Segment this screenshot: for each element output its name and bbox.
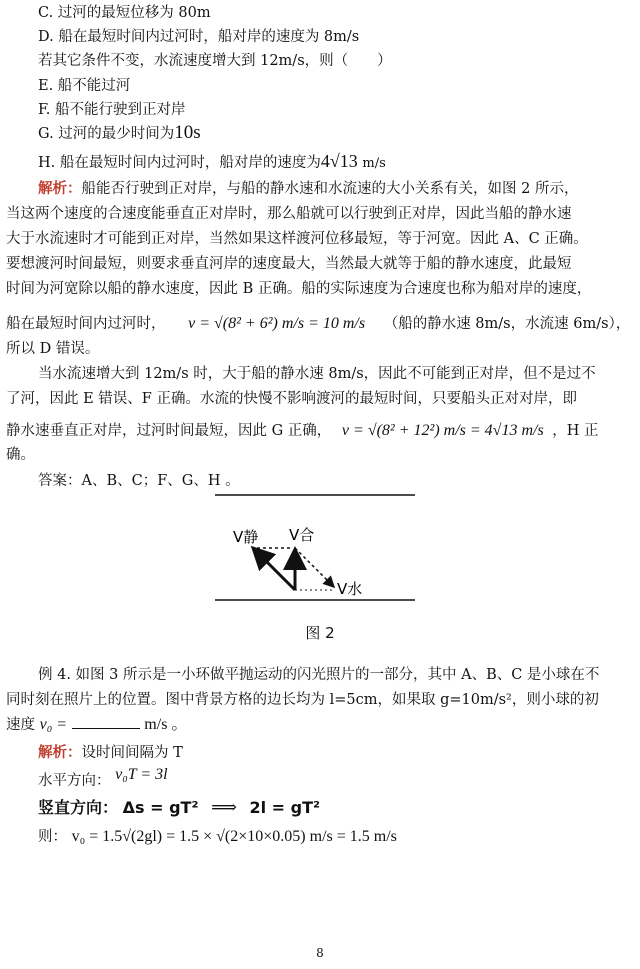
example4-line-1: 例 4. 如图 3 所示是一小环做平抛运动的闪光照片的一部分，其中 A、B、C 是小球在不: [38, 667, 600, 683]
analysis-line-1: [38, 178, 640, 200]
figure-2: [215, 490, 415, 640]
analysis-line-9: 了河，因此 E 错误、F 正确。水流的快慢不影响渡河的最短时间，只要船头正对对岸，即: [6, 391, 577, 407]
vertical-formula-2: 2l = gT²: [249, 798, 321, 817]
option-h: [38, 150, 640, 175]
analysis-line-7: 所以 D 错误。: [6, 341, 100, 357]
option-h-text: H. 船在最短时间内过河时，船对岸的速度为: [38, 155, 321, 171]
implies-arrow: ⟹: [211, 797, 237, 818]
velocity-formula-2: v = √(8² + 12²) m/s = 4√13 m/s: [341, 422, 544, 439]
example4-unit: m/s 。: [144, 716, 188, 733]
example4-analysis: [38, 742, 640, 764]
horizontal-equation: [38, 766, 640, 792]
label-resultant: V合: [289, 526, 315, 544]
option-e: E. 船不能过河: [38, 78, 131, 94]
vertical-label: 竖直方向：: [38, 798, 119, 817]
option-d: D. 船在最短时间内过河时，船对岸的速度为 8m/s: [38, 29, 360, 45]
vertical-formula-1: Δs = gT²: [122, 798, 199, 817]
page-number: 8: [316, 946, 324, 960]
velocity-diagram: [215, 490, 415, 620]
figure-caption: 图 2: [305, 624, 335, 642]
result-formula: v₀ = 1.5√(2gl) = 1.5 × √(2×10×0.05) m/s = 1.5 m/s: [71, 828, 397, 845]
analysis-label: 解析：: [38, 180, 82, 197]
water-velocity-arrow: [295, 548, 333, 586]
still-water-velocity-arrow: [255, 550, 295, 590]
analysis-line-10: [6, 420, 640, 442]
initial-velocity-symbol: v₀ =: [39, 716, 68, 733]
analysis-line-11: 确。: [6, 447, 35, 463]
horizontal-label: 水平方向：: [38, 773, 111, 789]
result-label: 则：: [38, 829, 67, 845]
example4-line-2: 同时刻在照片上的位置。图中背景方格的边长均为 l=5cm，如果取 g=10m/s²，则小球的初: [6, 692, 599, 708]
analysis-text-6: 船在最短时间内过河时，: [6, 316, 166, 332]
option-g-text: G. 过河的最少时间为: [38, 126, 175, 142]
option-g-value: 10s: [174, 122, 201, 143]
analysis-text-10-end: ，H 正: [552, 423, 599, 439]
analysis-line-5: 时间为河宽除以船的静水速度，因此 B 正确。船的实际速度为合速度也称为船对岸的速度，: [6, 281, 592, 297]
label-still-water: V静: [233, 528, 259, 546]
analysis-line-2: 当这两个速度的合速度能垂直正对岸时，那么船就可以行驶到正对岸，因此当船的静水速: [6, 206, 572, 222]
example4-line-3: [6, 714, 640, 736]
example4-text-3: 速度: [6, 717, 35, 733]
analysis-text-1: 船能否行驶到正对岸，与船的静水速和水流速的大小关系有关，如图 2 所示，: [81, 181, 579, 197]
option-h-value: 4√13: [320, 151, 358, 171]
condition-text: 若其它条件不变，水流速度增大到 12m/s，则（ ）: [38, 53, 392, 69]
label-water: V水: [337, 580, 363, 598]
example4-analysis-label: 解析：: [38, 744, 82, 761]
analysis-line-6: [6, 313, 640, 335]
option-c: C. 过河的最短位移为 80m: [38, 5, 211, 21]
horizontal-formula: v₀T = 3l: [115, 766, 168, 783]
velocity-formula-1: v = √(8² + 6²) m/s = 10 m/s: [188, 315, 366, 332]
answer-line: 答案：A、B、C；F、G、H 。: [38, 473, 240, 489]
analysis-text-6-note: （船的静水速 8m/s，水流速 6m/s），: [383, 316, 631, 332]
result-equation: [38, 826, 640, 848]
analysis-line-4: 要想渡河时间最短，则要求垂直河岸的速度最大，当然最大就等于船的静水速度，此最短: [6, 256, 572, 272]
option-h-unit: m/s: [362, 156, 386, 171]
example4-analysis-text: 设时间间隔为 T: [81, 745, 183, 761]
option-g: [38, 122, 640, 145]
analysis-line-8: 当水流速增大到 12m/s 时，大于船的静水速 8m/s，因此不可能到正对岸，但不是过不: [38, 366, 596, 382]
answer-blank: [72, 714, 140, 729]
analysis-text-10: 静水速垂直正对岸，过河时间最短，因此 G 正确，: [6, 423, 332, 439]
option-f: F. 船不能行驶到正对岸: [38, 102, 186, 118]
vertical-equation: [38, 797, 640, 820]
analysis-line-3: 大于水流速时才可能到正对岸，当然如果这样渡河位移最短，等于河宽。因此 A、C 正确。: [6, 231, 588, 247]
